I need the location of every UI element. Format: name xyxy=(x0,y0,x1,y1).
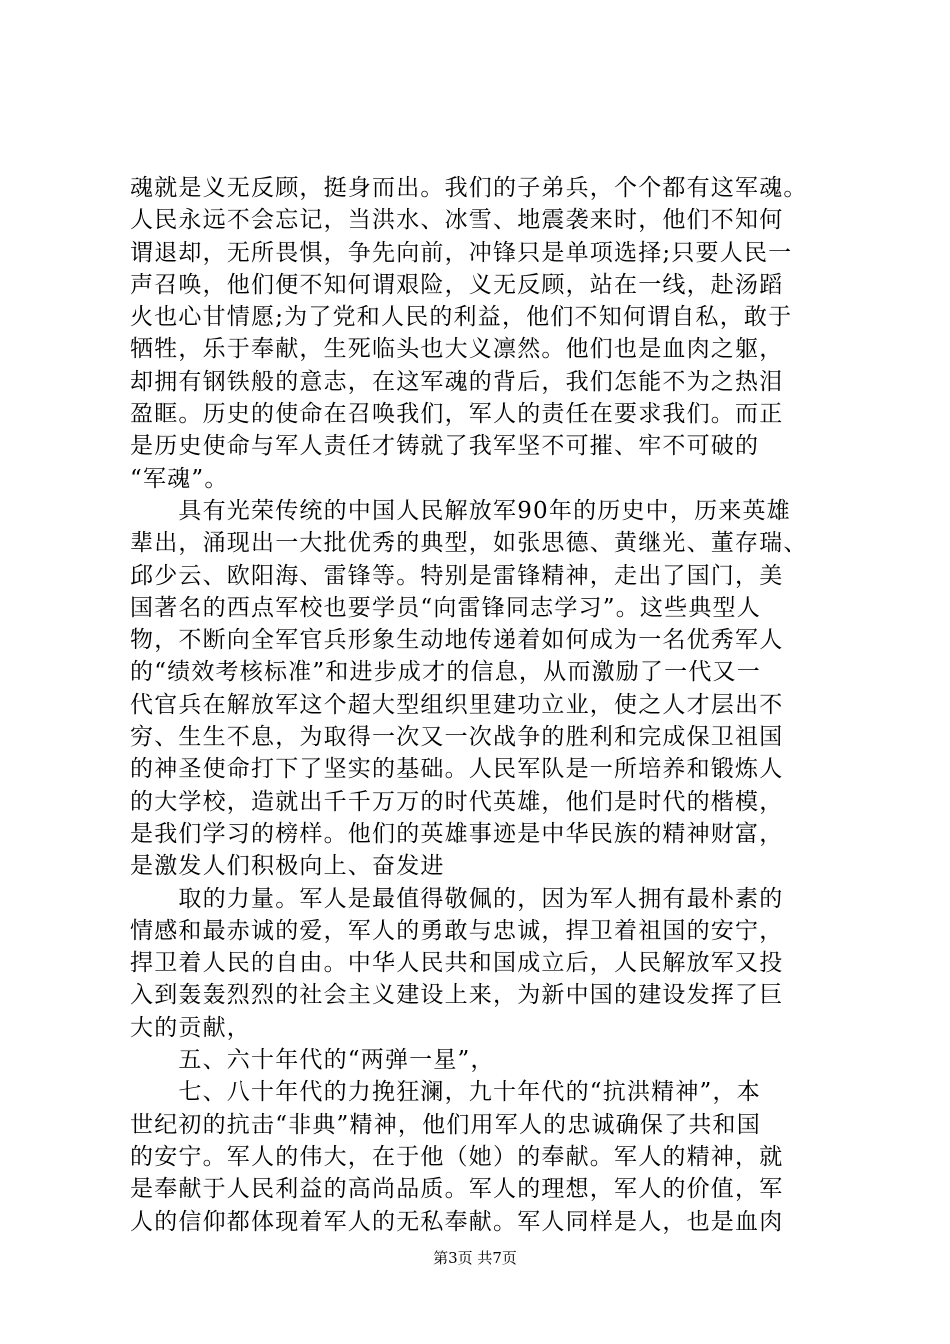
text-line: 的“绩效考核标准”和进步成才的信息，从而激励了一代又一 xyxy=(130,659,761,686)
text-line: 是奉献于人民利益的高尚品质。军人的理想，军人的价值，军 xyxy=(130,1176,784,1203)
text-line: 人的信仰都体现着军人的无私奉献。军人同样是人，也是血肉 xyxy=(130,1208,784,1235)
text-line: 大的贡献， xyxy=(130,1014,251,1041)
text-line: 入到轰轰烈烈的社会主义建设上来，为新中国的建设发挥了巨 xyxy=(130,982,784,1009)
text-line: 的神圣使命打下了坚实的基础。人民军队是一所培养和锻炼人 xyxy=(130,756,784,783)
text-line: 魂就是义无反顾，挺身而出。我们的子弟兵，个个都有这军魂。 xyxy=(130,175,808,201)
body-text xyxy=(130,172,830,1238)
text-line: 声召唤，他们便不知何谓艰险，义无反顾，站在一线，赴汤蹈 xyxy=(130,271,784,298)
text-line: 具有光荣传统的中国人民解放军90年的历史中，历来英雄 xyxy=(130,497,791,524)
text-line: 是历史使命与军人责任才铸就了我军坚不可摧、牢不可破的 xyxy=(130,433,760,460)
text-line: 的大学校，造就出千千万万的时代英雄，他们是时代的楷模， xyxy=(130,788,784,815)
text-line: “军魂”。 xyxy=(130,465,229,492)
text-line: 捍卫着人民的自由。中华人民共和国成立后，人民解放军又投 xyxy=(130,950,784,977)
text-line: 谓退却，无所畏惧，争先向前，冲锋只是单项选择;只要人民一 xyxy=(130,239,793,266)
text-line: 人民永远不会忘记，当洪水、冰雪、地震袭来时，他们不知何 xyxy=(130,207,784,234)
text-line: 牺牲，乐于奉献，生死临头也大义凛然。他们也是血肉之躯， xyxy=(130,336,784,363)
text-line: 的安宁。军人的伟大，在于他（她）的奉献。军人的精神，就 xyxy=(130,1143,784,1170)
text-line: 五、六十年代的“两弹一星”， xyxy=(130,1047,495,1074)
text-line: 国著名的西点军校也要学员“向雷锋同志学习”。这些典型人 xyxy=(130,594,761,621)
text-line: 盈眶。历史的使命在召唤我们，军人的责任在要求我们。而正 xyxy=(130,401,784,428)
text-line: 物，不断向全军官兵形象生动地传递着如何成为一名优秀军人 xyxy=(130,627,784,654)
text-line: 辈出，涌现出一大批优秀的典型，如张思德、黄继光、董存瑞、 xyxy=(130,530,808,557)
text-line: 是激发人们积极向上、奋发进 xyxy=(130,853,445,880)
text-line: 代官兵在解放军这个超大型组织里建功立业，使之人才层出不 xyxy=(130,691,784,718)
text-line: 火也心甘情愿;为了党和人民的利益，他们不知何谓自私，敢于 xyxy=(130,304,793,331)
text-line: 七、八十年代的力挽狂澜，九十年代的“抗洪精神”，本 xyxy=(130,1079,761,1106)
page-footer: 第3页 共7页 xyxy=(433,1249,517,1267)
text-line: 取的力量。军人是最值得敬佩的，因为军人拥有最朴素的 xyxy=(130,885,784,912)
text-line: 世纪初的抗击“非典”精神，他们用军人的忠诚确保了共和国 xyxy=(130,1111,761,1138)
text-line: 邱少云、欧阳海、雷锋等。特别是雷锋精神，走出了国门，美 xyxy=(130,562,784,589)
text-line: 却拥有钢铁般的意志，在这军魂的背后，我们怎能不为之热泪 xyxy=(130,368,784,395)
text-line: 穷、生生不息，为取得一次又一次战争的胜利和完成保卫祖国 xyxy=(130,724,784,751)
text-line: 是我们学习的榜样。他们的英雄事迹是中华民族的精神财富， xyxy=(130,820,784,847)
text-line: 情感和最赤诚的爱，军人的勇敢与忠诚，捍卫着祖国的安宁， xyxy=(130,917,784,944)
